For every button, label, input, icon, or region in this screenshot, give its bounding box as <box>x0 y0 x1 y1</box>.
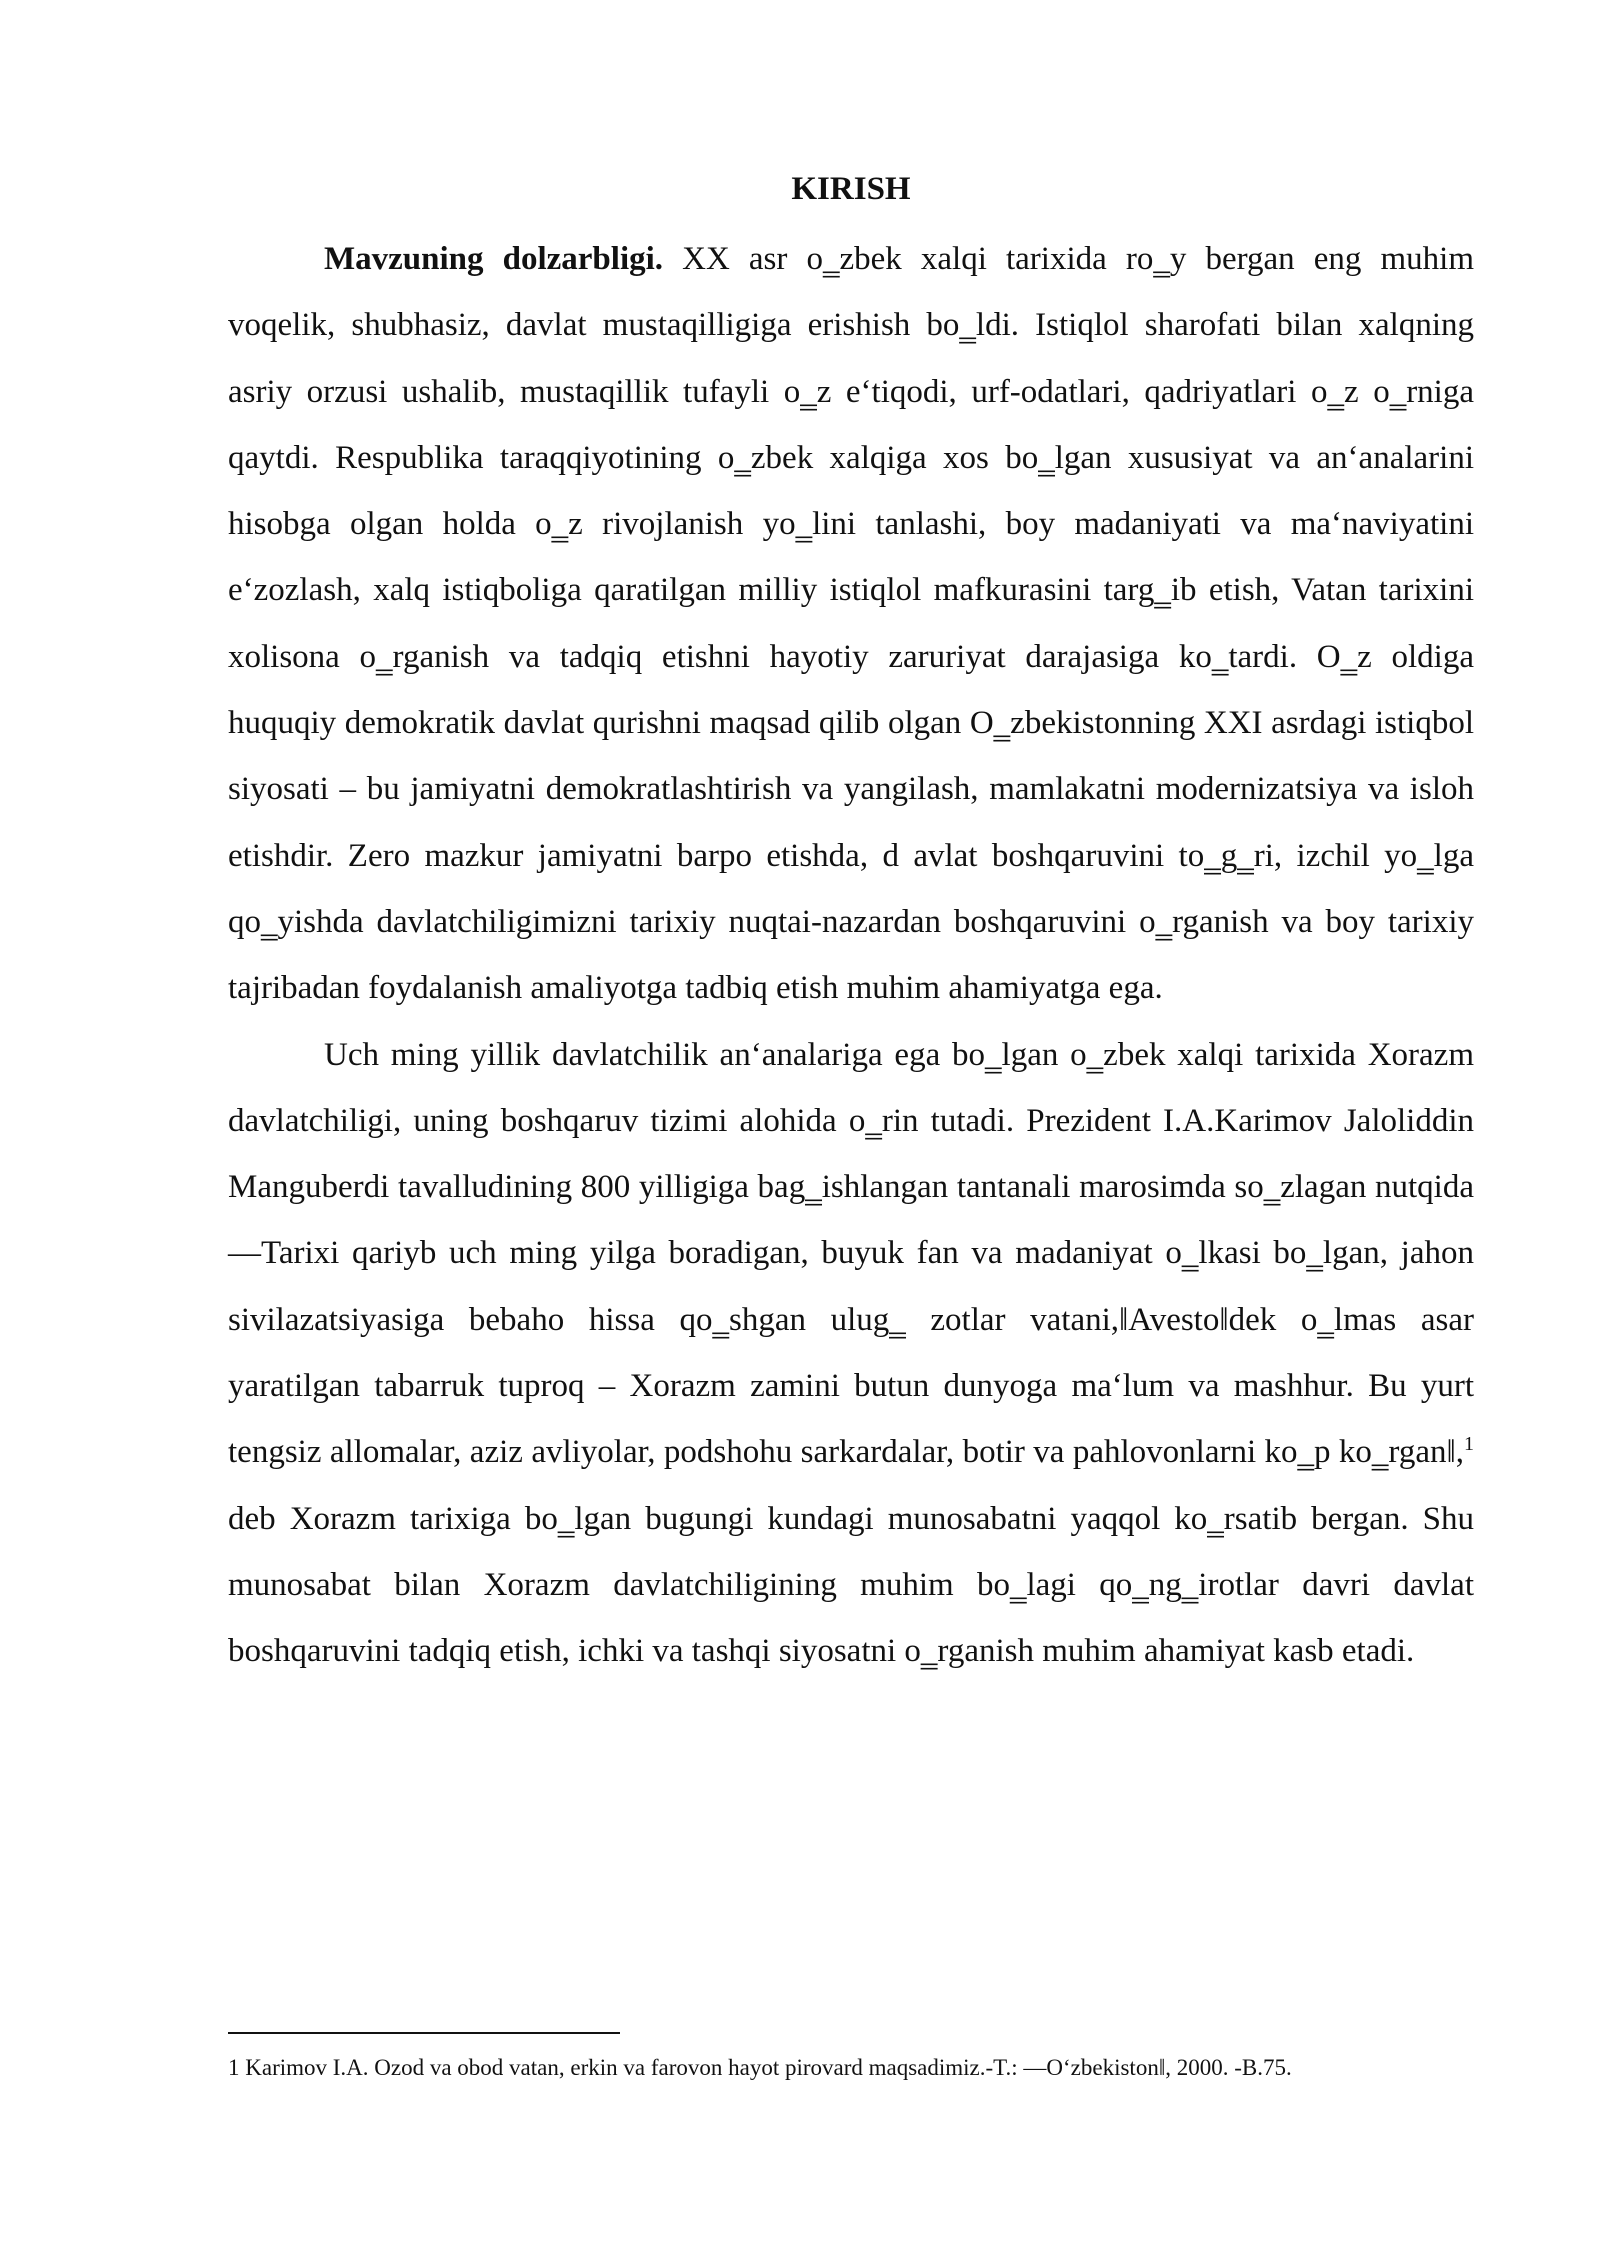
main-text <box>228 226 1474 1685</box>
paragraph-khorezm-text: Uch ming yillik davlatchilik an‘analariga ega bo‗lgan o‗zbek xalqi tarixida Xorazm davlatchiligi, uning boshqaruv tizimi alohida o‗rin tutadi. Prezident I.A.Karimov Jaloliddin Manguberdi tavalludining 800 yilligiga bag‗ishlangan tantanali marosimda so‗zlagan nutqida ―Tarixi qariyb uch ming yilga boradigan, buyuk fan va madaniyat o‗lkasi bo‗lgan, jahon sivilazatsiyasiga bebaho hissa qo‗shgan ulug‗ zotlar vatani,‖Avesto‖dek o‗lmas asar yaratilgan tabarruk tuproq – Xorazm zamini butun dunyoga ma‘lum va mashhur. Bu yurt tengsiz allomalar, aziz avliyolar, podshohu sarkardalar, botir va pahlovonlarni ko‗p ko‗rgan‖, <box>228 1036 1474 1471</box>
paragraph-relevance-text: XX asr o‗zbek xalqi tarixida ro‗y bergan eng muhim voqelik, shubhasiz, davlat mustaqilligiga erishish bo‗ldi. Istiqlol sharofati bilan xalqning asriy orzusi ushalib, mustaqillik tufayli o‗z e‘tiqodi, urf-odatlari, qadriyatlari o‗z o‗rniga qaytdi. Respublika taraqqiyotining o‗zbek xalqiga xos bo‗lgan xususiyat va an‘analarini hisobga olgan holda o‗z rivojlanish yo‗lini tanlashi, boy madaniyati va ma‘naviyatini e‘zozlash, xalq istiqboliga qaratilgan milliy istiqlol mafkurasini targ‗ib etish, Vatan tarixini xolisona o‗rganish va tadqiq etishni hayotiy zaruriyat darajasiga ko‗tardi. O‗z oldiga huquqiy demokratik davlat qurishni maqsad qilib olgan O‗zbekistonning XXI asrdagi istiqbol siyosati – bu jamiyatni demokratlashtirish va yangilash, mamlakatni modernizatsiya va isloh etishdir. Zero mazkur jamiyatni barpo etishda, d avlat boshqaruvini to‗g‗ri, izchil yo‗lga qo‗yishda davlatchiligimizni tarixiy nuqtai-nazardan boshqaruvini o‗rganish va boy tarixiy tajribadan foydalanish amaliyotga tadbiq etish muhim ahamiyatga ega. <box>228 241 1474 1007</box>
paragraph-lead-heading: Mavzuning dolzarbligi. <box>324 241 664 277</box>
footnote-separator <box>228 2032 620 2034</box>
page-title: KIRISH <box>791 171 911 207</box>
paragraph-khorezm-tail: deb Xorazm tarixiga bo‗lgan bugungi kundagi munosabatni yaqqol ko‗rsatib bergan. Shu munosabat bilan Xorazm davlatchiligining muhim bo‗lagi qo‗ng‗irotlar davri davlat boshqaruvini tadqiq etish, ichki va tashqi siyosatni o‗rganish muhim ahamiyat kasb etadi. <box>228 1500 1474 1670</box>
paragraph-relevance <box>228 226 1474 1022</box>
footnote-reference[interactable]: 1 <box>1464 1433 1474 1456</box>
paragraph-khorezm <box>228 1022 1474 1685</box>
footnote-text: 1 Karimov I.A. Ozod va obod vatan, erkin va farovon hayot pirovard maqsadimiz.-T.: ―O‘zbekiston‖, 2000. -B.75. <box>228 2055 1292 2080</box>
